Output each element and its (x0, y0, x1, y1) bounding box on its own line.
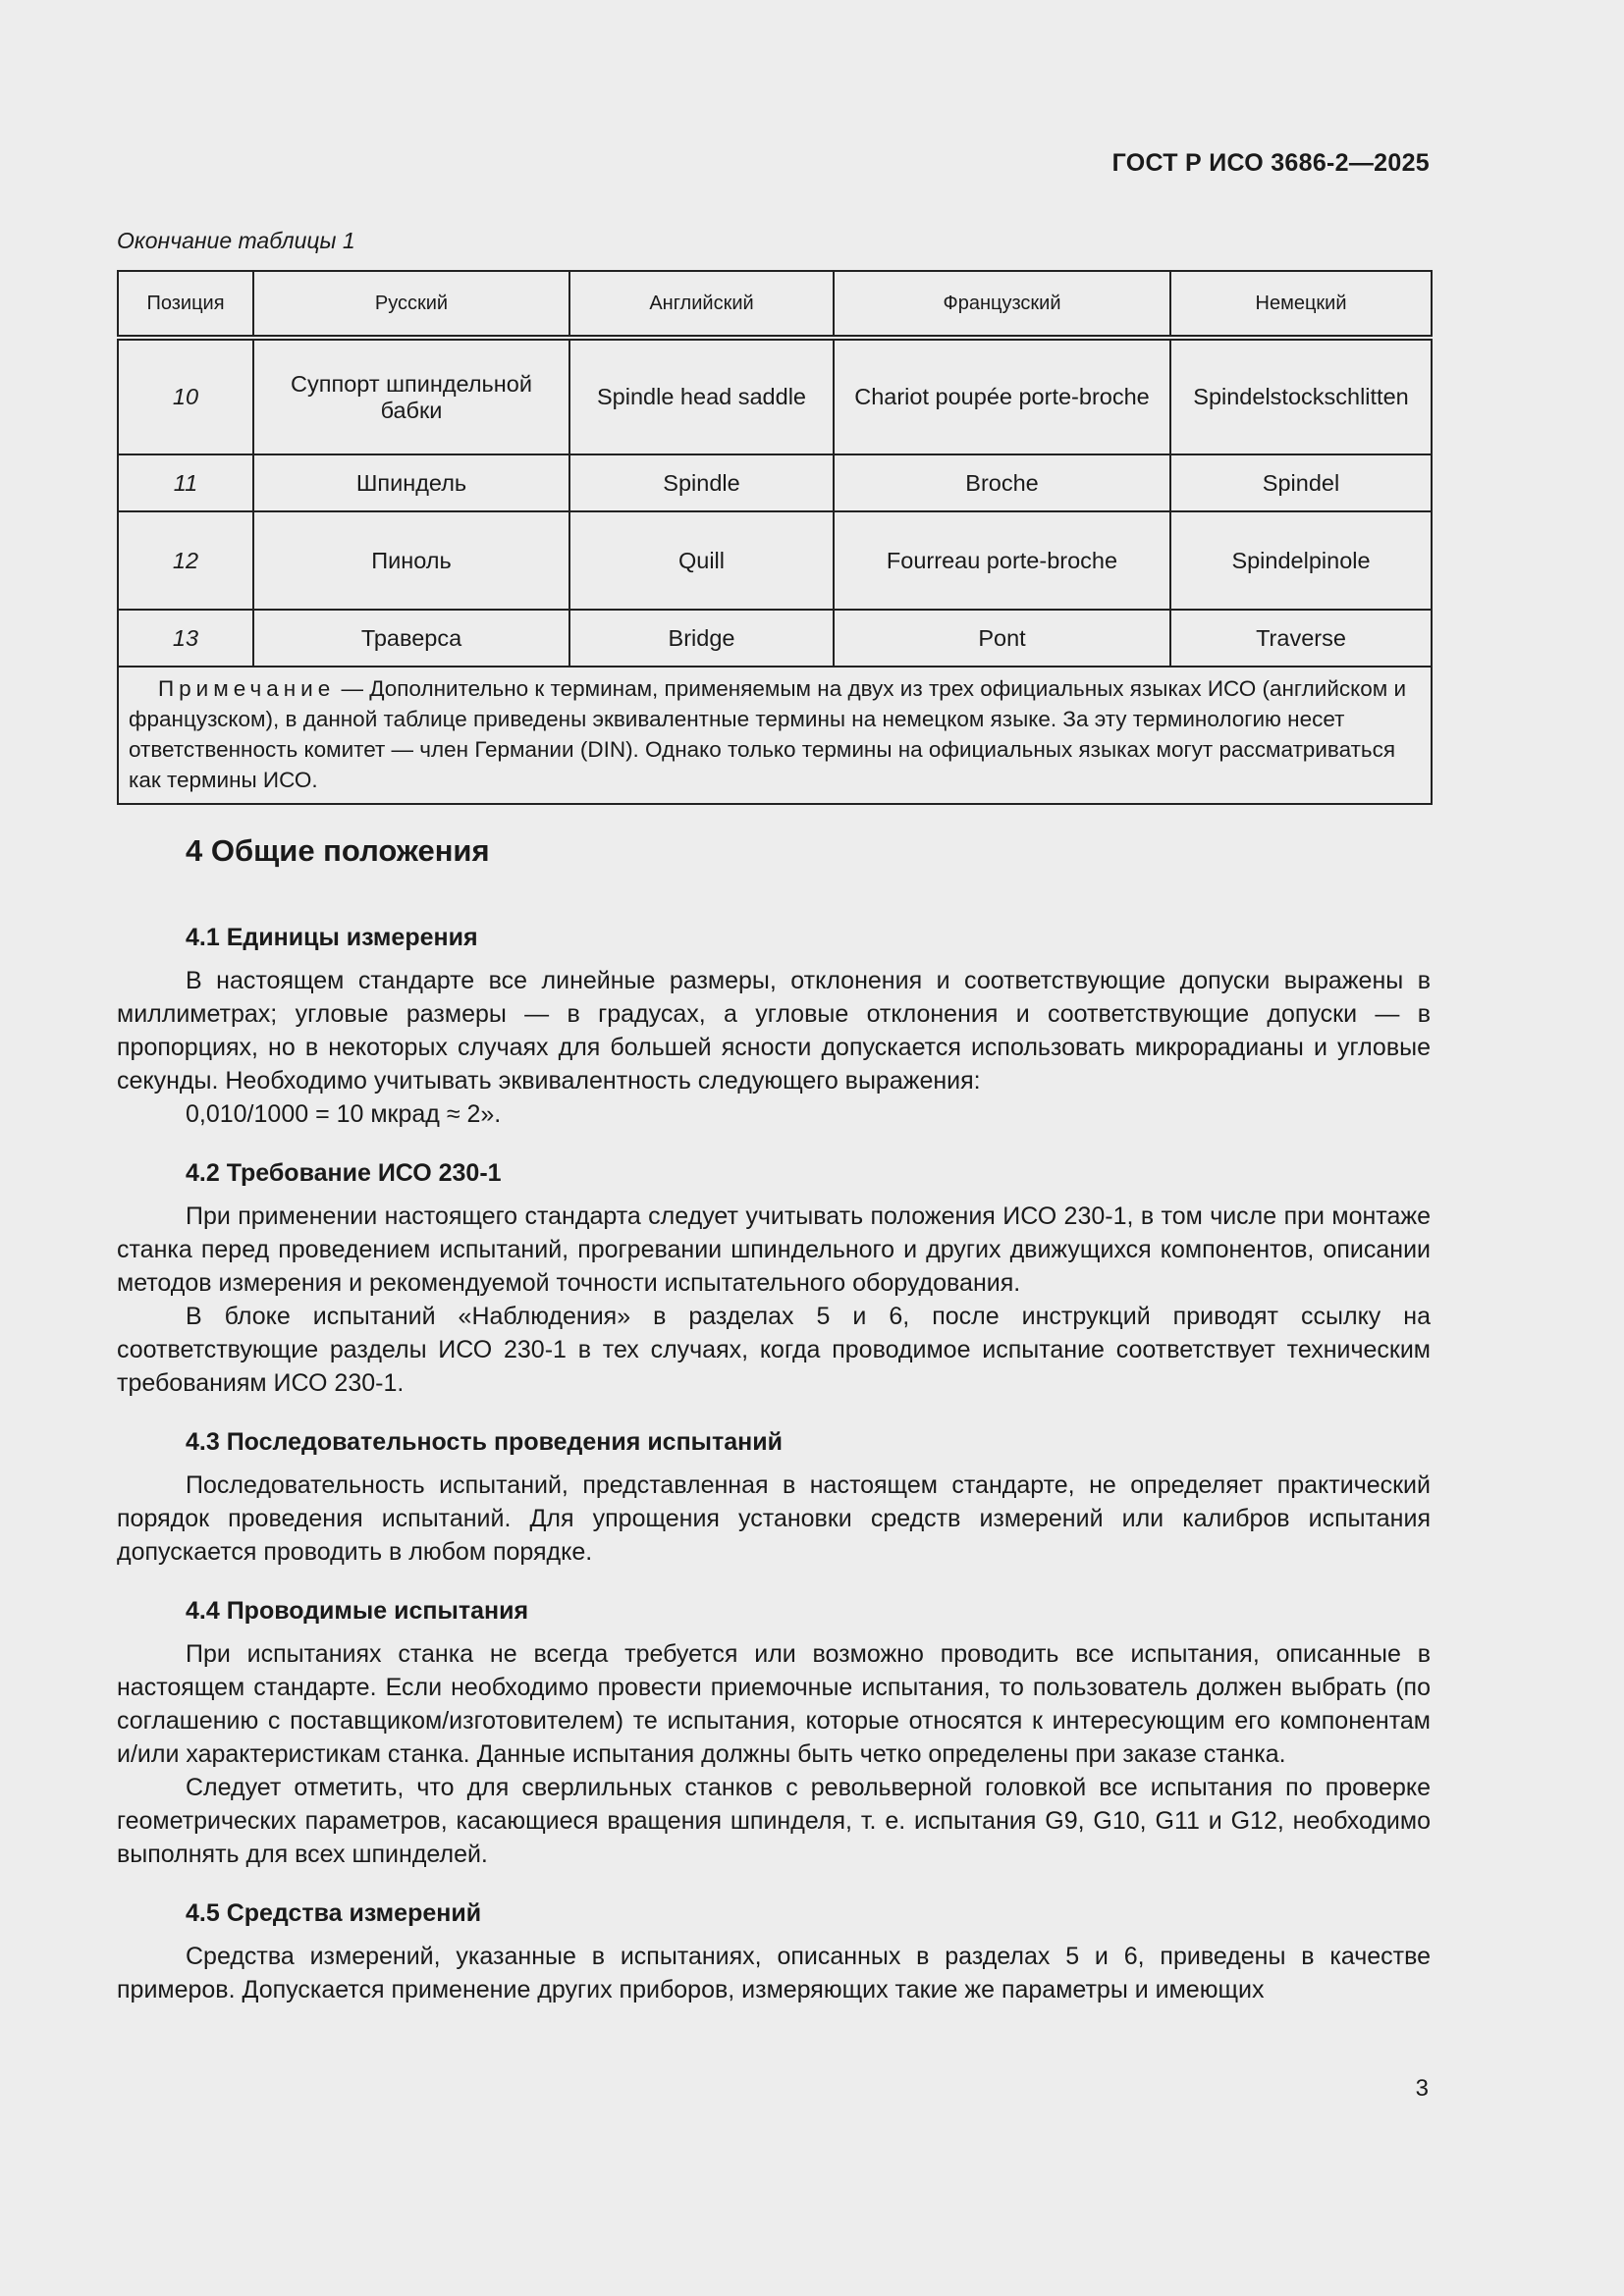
paragraph: При испытаниях станка не всегда требуется или возможно проводить все испытания, описанные в настоящем стандарте. Если необходимо провести приемочные испытания, то пользователь должен выбрать (по соглашению с поставщиком/изготовителем) те испытания, которые относятся к интересующим его компонентам и/или характеристикам станка. Данные испытания должны быть четко определены при заказе станка. (117, 1640, 1431, 1768)
subsection-title: 4.1 Единицы измерения (186, 924, 478, 951)
table-row (118, 454, 1432, 511)
position-cell: 10 (118, 338, 253, 454)
french-cell: Broche (834, 454, 1170, 511)
document-header: ГОСТ Р ИСО 3686-2—2025 (1111, 149, 1430, 177)
position-cell: 13 (118, 610, 253, 667)
german-cell: Traverse (1170, 610, 1432, 667)
note-label: Примечание (158, 676, 336, 701)
subsection-title: 4.4 Проводимые испытания (186, 1597, 529, 1625)
column-header: Английский (569, 271, 834, 338)
english-cell: Bridge (569, 610, 834, 667)
column-header: Русский (253, 271, 569, 338)
main-content (117, 825, 1431, 2006)
table-row (118, 511, 1432, 610)
paragraph: Средства измерений, указанные в испытаниях, описанных в разделах 5 и 6, приведены в качестве примеров. Допускается применение других приборов, измеряющих такие же параметры и имеющих (117, 1943, 1431, 2003)
german-cell: Spindelpinole (1170, 511, 1432, 610)
table-note-row (118, 667, 1432, 804)
paragraph: Последовательность испытаний, представленная в настоящем стандарте, не определяет практический порядок проведения испытаний. Для упрощения установки средств измерений или калибров испытания допускается проводить в любом порядке. (117, 1471, 1431, 1566)
column-header: Позиция (118, 271, 253, 338)
russian-cell: Шпиндель (253, 454, 569, 511)
note-text: — Дополнительно к терминам, применяемым на двух из трех официальных языках ИСО (английском и французском), в данной таблице приведены эквивалентные термины на немецком языке. За эту терминологию несет ответственность комитет — член Германии (DIN). Однако только термины на официальных языках могут рассматриваться как термины ИСО. (129, 676, 1407, 792)
english-cell: Spindle (569, 454, 834, 511)
french-cell: Pont (834, 610, 1170, 667)
russian-cell: Траверса (253, 610, 569, 667)
paragraph: Следует отметить, что для сверлильных станков с револьверной головкой все испытания по проверке геометрических параметров, касающиеся вращения шпинделя, т. е. испытания G9, G10, G11 и G12, необходимо выполнять для всех шпинделей. (117, 1774, 1431, 1868)
subsection-title: 4.5 Средства измерений (186, 1899, 482, 1927)
russian-cell: Пиноль (253, 511, 569, 610)
english-cell: Quill (569, 511, 834, 610)
terms-table (117, 270, 1433, 805)
german-cell: Spindelstockschlitten (1170, 338, 1432, 454)
table-row (118, 338, 1432, 454)
french-cell: Fourreau porte-broche (834, 511, 1170, 610)
column-header: Немецкий (1170, 271, 1432, 338)
formula: 0,010/1000 = 10 мкрад ≈ 2». (186, 1100, 502, 1128)
german-cell: Spindel (1170, 454, 1432, 511)
section-title: 4 Общие положения (186, 833, 490, 868)
paragraph: В настоящем стандарте все линейные размеры, отклонения и соответствующие допуски выражены в миллиметрах; угловые размеры — в градусах, а угловые отклонения и соответствующие допуски — в пропорциях, но в некоторых случаях для большей ясности допускается использовать микрорадианы и угловые секунды. Необходимо учитывать эквивалентность следующего выражения: (117, 967, 1431, 1095)
position-cell: 11 (118, 454, 253, 511)
table-caption: Окончание таблицы 1 (117, 228, 355, 253)
column-header: Французский (834, 271, 1170, 338)
subsection-title: 4.2 Требование ИСО 230-1 (186, 1159, 502, 1187)
table-header-row (118, 271, 1432, 338)
table-note (118, 667, 1432, 804)
position-cell: 12 (118, 511, 253, 610)
russian-cell: Суппорт шпиндельной бабки (253, 338, 569, 454)
paragraph: В блоке испытаний «Наблюдения» в разделах 5 и 6, после инструкций приводят ссылку на соответствующие разделы ИСО 230-1 в тех случаях, когда проводимое испытание соответствует техническим требованиям ИСО 230-1. (117, 1303, 1431, 1397)
english-cell: Spindle head saddle (569, 338, 834, 454)
paragraph: При применении настоящего стандарта следует учитывать положения ИСО 230-1, в том числе при монтаже станка перед проведением испытаний, прогревании шпиндельного и других движущихся компонентов, описании методов измерения и рекомендуемой точности испытательного оборудования. (117, 1202, 1431, 1297)
subsection-title: 4.3 Последовательность проведения испытаний (186, 1428, 784, 1456)
french-cell: Chariot poupée porte-broche (834, 338, 1170, 454)
table-row (118, 610, 1432, 667)
page-number: 3 (1415, 2075, 1429, 2102)
